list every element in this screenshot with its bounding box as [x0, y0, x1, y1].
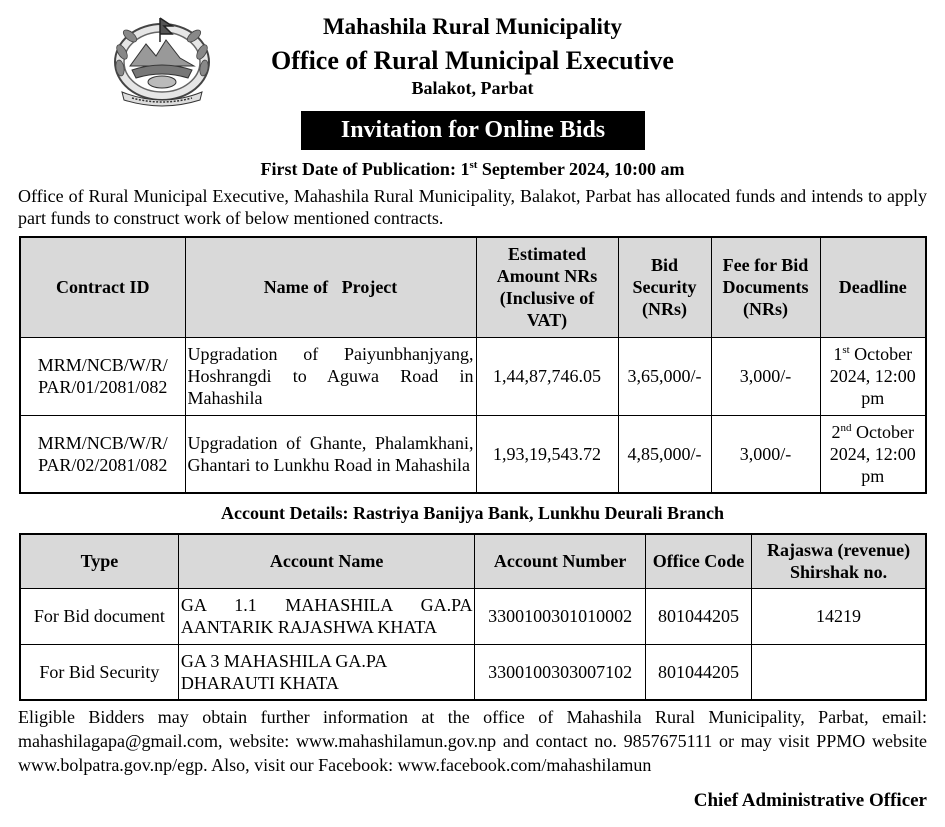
office-code: 801044205	[645, 588, 751, 644]
contract-id: MRM/NCB/W/R/ PAR/02/2081/082	[20, 415, 185, 493]
account-type: For Bid Security	[20, 644, 178, 700]
notice-title: Invitation for Online Bids	[301, 111, 645, 150]
header-bid-fee: Fee for Bid Documents (NRs)	[711, 237, 820, 337]
estimated-amount: 1,93,19,543.72	[476, 415, 618, 493]
header-deadline: Deadline	[820, 237, 926, 337]
signatory: Chief Administrative Officer	[693, 790, 927, 811]
deadline: 1st October 2024, 12:00 pm	[820, 337, 926, 415]
account-name: GA 1.1 MAHASHILA GA.PA AANTARIK RAJASHWA KHATA	[178, 588, 475, 644]
table-row	[20, 415, 926, 493]
estimated-amount: 1,44,87,746.05	[476, 337, 618, 415]
table-row	[20, 588, 926, 644]
letterhead	[0, 0, 945, 110]
header-estimated-amount: Estimated Amount NRs (Inclusive of VAT)	[476, 237, 618, 337]
account-details-title: Account Details: Rastriya Banijya Bank, Lunkhu Deurali Branch	[220, 503, 725, 523]
table-row	[20, 337, 926, 415]
municipality-name: Mahashila Rural Municipality	[322, 14, 623, 39]
bid-fee: 3,000/-	[711, 337, 820, 415]
header-type: Type	[20, 534, 178, 588]
header-office-code: Office Code	[645, 534, 751, 588]
rajaswa-number: 14219	[752, 588, 926, 644]
header-bid-security: Bid Security (NRs)	[618, 237, 711, 337]
contract-id: MRM/NCB/W/R/ PAR/01/2081/082	[20, 337, 185, 415]
bid-fee: 3,000/-	[711, 415, 820, 493]
bid-security: 3,65,000/-	[618, 337, 711, 415]
header-account-number: Account Number	[475, 534, 645, 588]
table-header-row	[20, 237, 926, 337]
account-name: GA 3 MAHASHILA GA.PA DHARAUTI KHATA	[178, 644, 475, 700]
header-rajaswa: Rajaswa (revenue) Shirshak no.	[752, 534, 926, 588]
contracts-table	[19, 236, 927, 494]
office-name: Office of Rural Municipal Executive	[271, 46, 674, 75]
publication-date: First Date of Publication: 1st September 2024, 10:00 am	[260, 159, 685, 179]
office-code: 801044205	[645, 644, 751, 700]
account-number: 3300100303007102	[475, 644, 645, 700]
office-location: Balakot, Parbat	[411, 78, 534, 98]
table-header-row	[20, 534, 926, 588]
account-type: For Bid document	[20, 588, 178, 644]
intro-paragraph: Office of Rural Municipal Executive, Mahashila Rural Municipality, Balakot, Parbat has allocated funds and intends to apply part funds to construct work of below mentioned contracts.	[18, 186, 927, 228]
accounts-table	[19, 533, 927, 701]
header-project-name: Name of Project	[185, 237, 476, 337]
deadline: 2nd October 2024, 12:00 pm	[820, 415, 926, 493]
rajaswa-number	[752, 644, 926, 700]
account-number: 3300100301010002	[475, 588, 645, 644]
header-contract-id: Contract ID	[20, 237, 185, 337]
project-name: Upgradation of Ghante, Phalamkhani, Ghantari to Lunkhu Road in Mahashila	[185, 415, 476, 493]
contact-paragraph: Eligible Bidders may obtain further information at the office of Mahashila Rural Municipality, Parbat, email: mahashilagapa@gmail.com, website: www.mahashilamun.gov.np and contact no. 9857675111 or may visit PPMO website www.bolpatra.gov.np/egp. Also, visit our Facebook: www.facebook.com/mahashilamun	[18, 707, 927, 775]
bid-security: 4,85,000/-	[618, 415, 711, 493]
project-name: Upgradation of Paiyunbhanjyang, Hoshrangdi to Aguwa Road in Mahashila	[185, 337, 476, 415]
table-row	[20, 644, 926, 700]
header-account-name: Account Name	[178, 534, 475, 588]
